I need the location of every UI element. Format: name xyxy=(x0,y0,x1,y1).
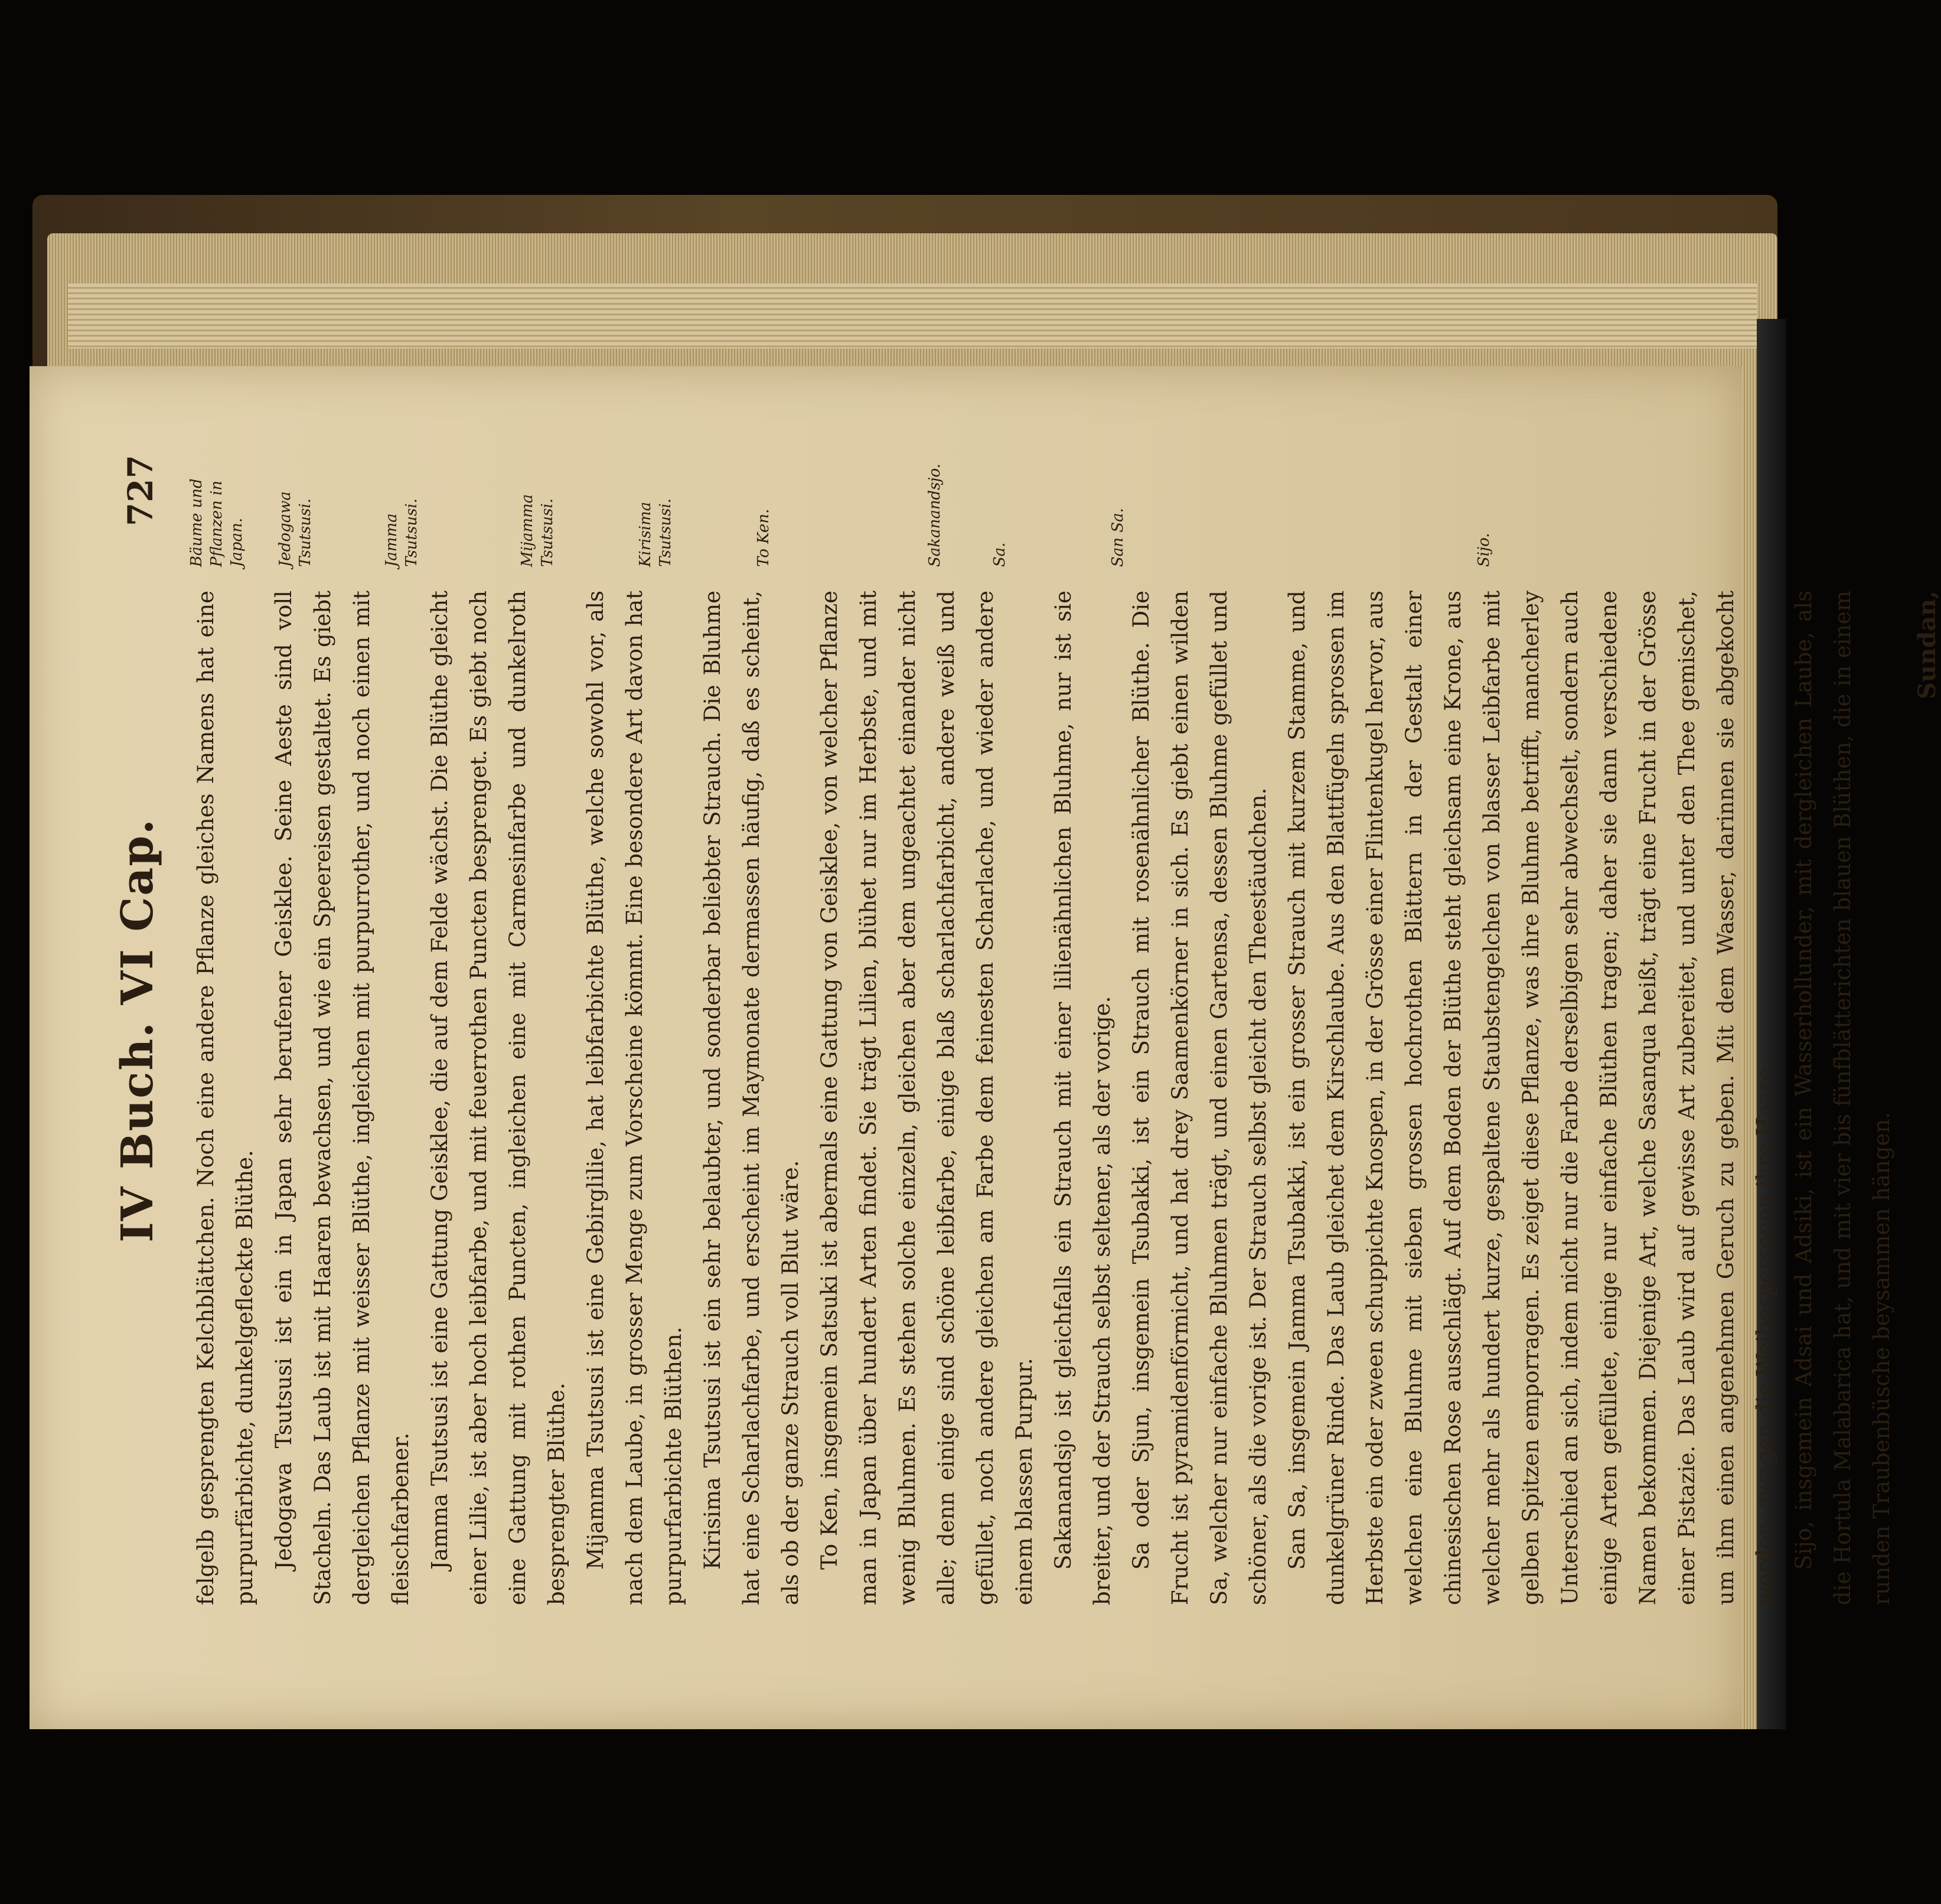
page-number: 727 xyxy=(120,455,161,527)
page-header xyxy=(112,455,163,1605)
margin-note: Sijo. xyxy=(1475,533,1493,567)
paragraph: Jedogawa Tsutsusi ist ein in Japan sehr berufener Geisklee. Seine Aeste sind voll Stacheln. Das Laub ist mit Haaren bewachsen, und wie ein Speereisen gestaltet. Es giebt dergleichen Pflanze mit weisser Blüthe, ingleichen mit purpurrother, und noch einen mit fleischfarbener. xyxy=(271,591,413,1605)
paragraph: To Ken, insgemein Satsuki ist abermals eine Gattung von Geisklee, von welcher Pflanze man in Japan über hundert Arten findet. Sie trägt Lilien, blühet nur im Herbste, und mit wenig Bluhmen. Es stehen solche einzeln, gleichen aber dem ungeachtet einander nicht alle; denn einige sind schöne leibfarbe, einige blaß scharlachfarbicht, andere weiß und gefüllet, noch andere gleichen am Farbe dem feinesten Scharlache, und wieder andere einem blassen Purpur. xyxy=(817,591,1037,1605)
margin-note: Jamma Tsutsusi. xyxy=(383,498,420,567)
margin-note: Jedogawa Tsutsusi. xyxy=(276,491,314,567)
margin-note: Mijamma Tsutsusi. xyxy=(518,494,556,567)
margin-note: Sakanandsjo. xyxy=(926,463,944,567)
paragraph: Jamma Tsutsusi ist eine Gattung Geisklee, die auf dem Felde wächst. Die Blüthe gleicht einer Lilie, ist aber hoch leibfarbe, und mit feuerrothen Puncten besprenget. Es giebt noch eine Gattung mit rothen Puncten, ingleichen eine mit Carmesinfarbe und dunkelroth besprengter Blüthe. xyxy=(427,591,569,1605)
paragraph: San Sa, insgemein Jamma Tsubakki, ist ein grosser Strauch mit kurzem Stamme, und dunkelgrüner Rinde. Das Laub gleichet dem Kirschlaube. Aus den Blattfügeln sprossen im Herbste ein oder zween schuppichte Knospen, in der Grösse einer Flintenkugel hervor, aus welchen eine Bluhme mit sieben grossen hochrothen Blättern in der Gestalt einer chinesischen Rose ausschlägt. Auf dem Boden der Blüthe steht gleichsam eine Krone, aus welcher mehr als hundert kurze, gespaltene Staubstengelchen von blasser Leibfarbe mit gelben Spitzen emporragen. Es zeiget diese Pflanze, was ihre Bluhme betrifft, mancherley Unterschied an sich, indem nicht nur die Farbe derselbigen sehr abwechselt, sondern auch einige Arten gefüllete, einige nur einfache Blüthen tragen; daher sie dann verschiedene Namen bekommen. Diejenige Art, welche Sasanqua heißt, trägt eine Frucht in der Grösse einer Pistazie. Das Laub wird auf gewisse Art zubereitet, und unter den Thee gemischet, um ihm einen angenehmen Geruch zu geben. Mit dem Wasser, darinnen sie abgekocht worden, zwagen die Weibespersonen ihre Haare. xyxy=(1284,591,1777,1605)
paragraph: felgelb gesprengten Kelchblättchen. Noch eine andere Pflanze gleiches Namens hat eine purpurfärbichte, dunkelgefleckte Blüthe. xyxy=(193,591,257,1605)
paragraph: Sa oder Sjun, insgemein Tsubakki, ist ein Strauch mit rosenähnlicher Blüthe. Die Frucht ist pyramidenförmicht, und hat drey Saamenkörner in sich. Es giebt einen wilden Sa, welcher nur einfache Bluhmen trägt, und einen Gartensa, dessen Bluhme gefüllet und schöner, als die vorige ist. Der Strauch selbst gleicht den Theestäudchen. xyxy=(1128,591,1271,1605)
margin-note: Sa. xyxy=(991,542,1009,567)
body-text xyxy=(187,591,1941,1605)
margin-note: Bäume und Pflanzen in Japan. xyxy=(188,478,246,567)
margin-note: To Ken. xyxy=(755,508,772,567)
running-title: IV Buch. VI Cap. xyxy=(112,818,163,1243)
paragraph: Sakanandsjo ist gleichfalls ein Strauch mit einer lilienähnlichen Bluhme, nur ist sie breiter, und der Strauch selbst seltener, als der vorige. xyxy=(1051,591,1115,1605)
paragraph: Kirisima Tsutsusi ist ein sehr belaubter, und sonderbar beliebter Strauch. Die Bluhme hat eine Scharlachfarbe, und erscheint im Maymonate dermassen häufig, daß es scheint, als ob der ganze Strauch voll Blut wäre. xyxy=(700,591,803,1605)
page-paper xyxy=(30,366,1941,1729)
book-page xyxy=(112,191,1941,1904)
paragraph: Sijo, insgemein Adsai und Adsiki, ist ein Wasserhollunder, mit dergleichen Laube, als die Hortula Malabarica hat, und mit vier bis fünfblätterichten blauen Blüthen, die in einem runden Traubenbüsche beysammen hängen. xyxy=(1791,591,1894,1605)
margin-notes xyxy=(187,455,1941,567)
margin-note: San Sa. xyxy=(1109,508,1127,567)
margin-note: Kirisima Tsutsusi. xyxy=(637,498,674,567)
catchword: Sundan, xyxy=(1913,591,1941,699)
paragraph: Mijamma Tsutsusi ist eine Gebirglilie, hat leibfarbichte Blüthe, welche sowohl vor, als nach dem Laube, in grosser Menge zum Vorscheine kömmt. Eine besondere Art davon hat purpurfarbichte Blüthen. xyxy=(583,591,686,1605)
page-body xyxy=(187,455,1941,1605)
